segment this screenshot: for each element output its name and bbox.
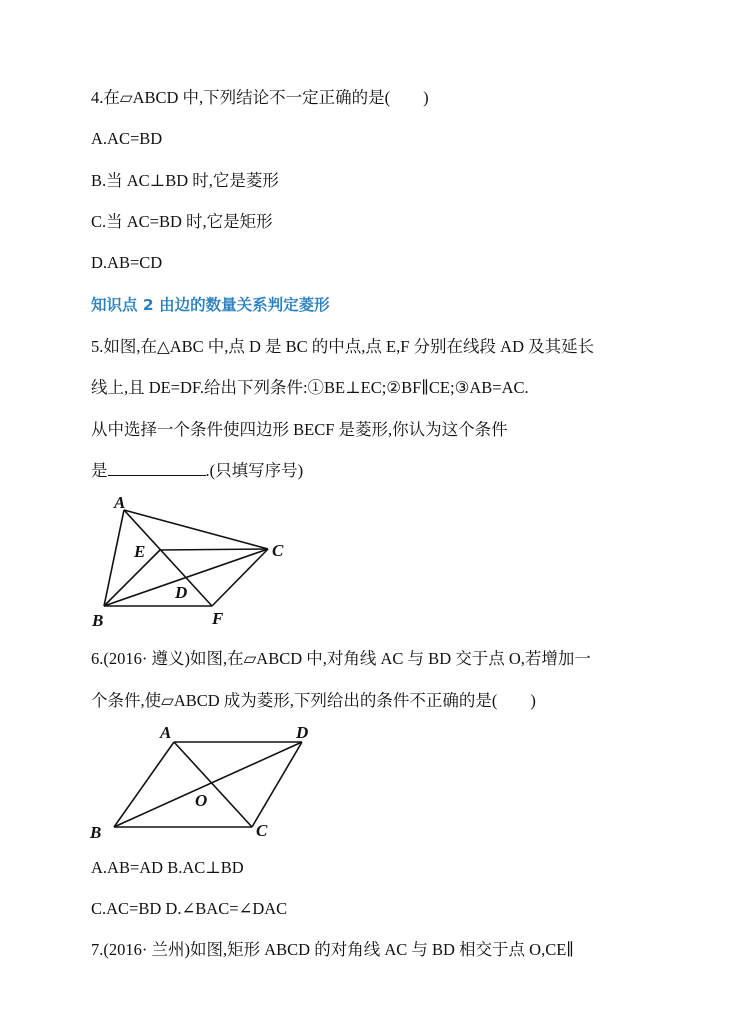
q6-diagonal-ac xyxy=(174,742,252,827)
q5-label-c: C xyxy=(272,541,284,560)
q5-line-1: 5.如图,在△ABC 中,点 D 是 BC 的中点,点 E,F 分别在线段 AD 及其延长 xyxy=(91,337,595,356)
q6-diagonal-bd xyxy=(114,742,302,827)
q5-label-e: E xyxy=(134,542,146,561)
q6-options-line-2: C.AC=BD D.∠BAC=∠DAC xyxy=(91,899,288,918)
q6-label-a: A xyxy=(160,723,172,742)
q6-line-2: 个条件,使▱ABCD 成为菱形,下列给出的条件不正确的是( ) xyxy=(91,691,536,710)
q6-label-b: B xyxy=(90,823,102,842)
q4-option-a: A.AC=BD xyxy=(91,129,163,148)
q5-line-2: 线上,且 DE=DF.给出下列条件:①BE⊥EC;②BF∥CE;③AB=AC. xyxy=(91,378,529,397)
q5-suffix: .(只填写序号) xyxy=(205,461,304,480)
q5-label-f: F xyxy=(212,609,224,628)
q6-label-o: O xyxy=(195,791,208,810)
q5-prefix: 是 xyxy=(91,461,108,480)
q4-option-b: B.当 AC⊥BD 时,它是菱形 xyxy=(91,171,279,190)
q7-line-1: 7.(2016· 兰州)如图,矩形 ABCD 的对角线 AC 与 BD 相交于点 O,CE∥ xyxy=(91,940,574,959)
q6-label-d: D xyxy=(296,723,309,742)
q6-line-1: 6.(2016· 遵义)如图,在▱ABCD 中,对角线 AC 与 BD 交于点 O,若增加一 xyxy=(91,649,591,668)
section-heading: 知识点 2 由边的数量关系判定菱形 xyxy=(91,296,330,314)
q5-label-d: D xyxy=(175,583,188,602)
q4-option-c: C.当 AC=BD 时,它是矩形 xyxy=(91,212,273,231)
q5-label-b: B xyxy=(92,611,104,630)
q6-segment-dc xyxy=(252,742,302,827)
q5-label-a: A xyxy=(114,493,126,512)
q4-option-d: D.AB=CD xyxy=(91,253,163,272)
q6-label-c: C xyxy=(256,821,268,840)
q4-stem: 4.在▱ABCD 中,下列结论不一定正确的是( ) xyxy=(91,88,429,107)
q6-options-line-1: A.AB=AD B.AC⊥BD xyxy=(91,858,244,877)
q5-line-3: 从中选择一个条件使四边形 BECF 是菱形,你认为这个条件 xyxy=(91,420,508,439)
